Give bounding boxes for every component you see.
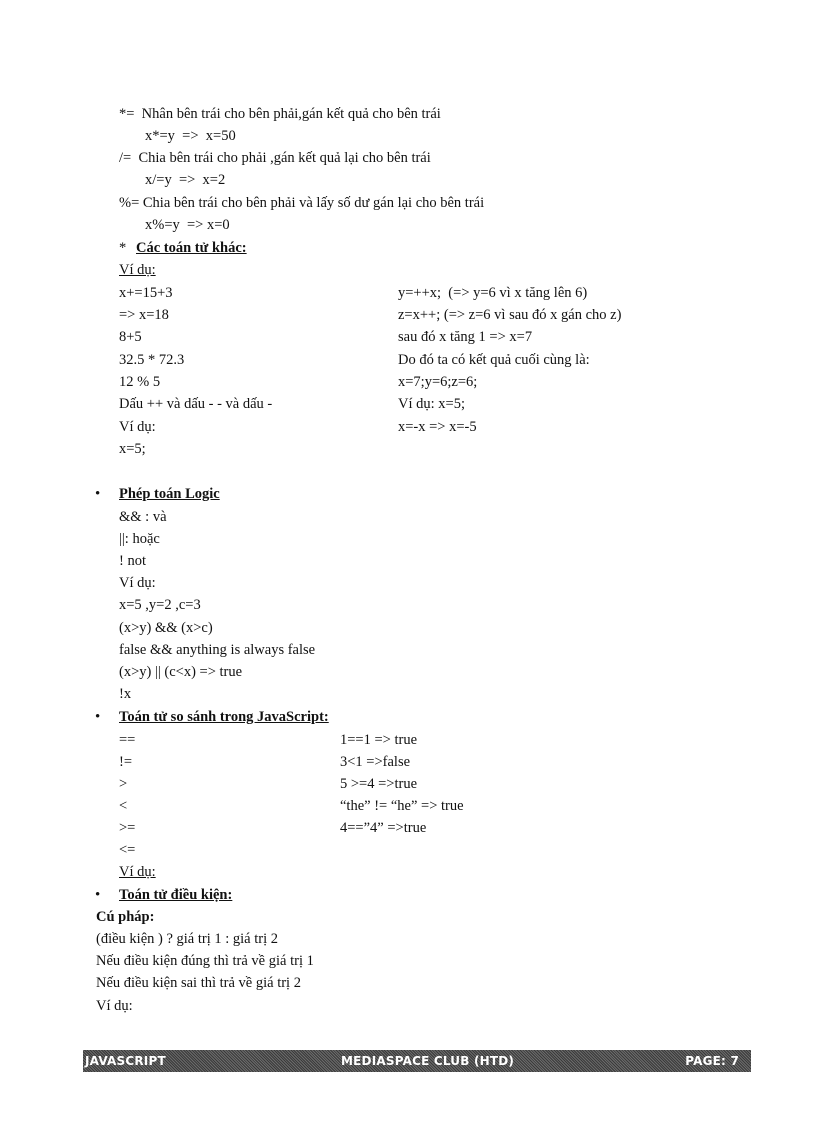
logic-line: false && anything is always false — [119, 642, 316, 658]
page-footer — [83, 1050, 751, 1072]
other-left-line: Ví dụ: — [119, 419, 156, 435]
conditional-line: Nếu điều kiện đúng thì trả về giá trị 1 — [96, 953, 314, 969]
logic-heading: Phép toán Logic — [119, 486, 220, 502]
other-left-line: 32.5 * 72.3 — [119, 352, 185, 368]
logic-line: !x — [119, 686, 132, 702]
other-ops-star: * — [119, 240, 127, 256]
footer-left: JAVASCRIPT — [85, 1054, 166, 1068]
logic-bullet: • — [95, 486, 101, 502]
comparison-op: != — [119, 754, 133, 770]
comparison-bullet: • — [95, 709, 101, 725]
conditional-heading: Toán tử điều kiện: — [119, 887, 233, 903]
op-modulo-example: x%=y => x=0 — [145, 217, 230, 233]
op-multiply-example: x*=y => x=50 — [145, 128, 236, 144]
other-right-line: x=7;y=6;z=6; — [398, 374, 478, 390]
other-right-line: x=-x => x=-5 — [398, 419, 477, 435]
comparison-example: 1==1 => true — [340, 732, 418, 748]
op-multiply-assign: *= Nhân bên trái cho bên phải,gán kết quả cho bên trái — [119, 106, 441, 122]
logic-line: x=5 ,y=2 ,c=3 — [119, 597, 201, 613]
op-divide-example: x/=y => x=2 — [145, 172, 226, 188]
comparison-op: == — [119, 732, 136, 748]
comparison-example: “the” != “he” => true — [340, 798, 464, 814]
other-ops-heading: Các toán tử khác: — [136, 240, 247, 256]
other-left-line: x=5; — [119, 441, 146, 457]
conditional-line: (điều kiện ) ? giá trị 1 : giá trị 2 — [96, 931, 279, 947]
other-right-line: sau đó x tăng 1 => x=7 — [398, 329, 533, 345]
comparison-op: < — [119, 798, 128, 814]
other-right-line: Ví dụ: x=5; — [398, 396, 465, 412]
comparison-op: >= — [119, 820, 136, 836]
other-ops-example-label: Ví dụ: — [119, 262, 156, 278]
logic-line: Ví dụ: — [119, 575, 156, 591]
comparison-example-label: Ví dụ: — [119, 864, 156, 880]
comparison-heading: Toán tử so sánh trong JavaScript: — [119, 709, 329, 725]
logic-line: ! not — [119, 553, 146, 569]
comparison-op: <= — [119, 842, 136, 858]
logic-line: ||: hoặc — [119, 531, 160, 547]
other-left-line: => x=18 — [119, 307, 169, 323]
other-right-line: Do đó ta có kết quả cuối cùng là: — [398, 352, 590, 368]
other-right-line: z=x++; (=> z=6 vì sau đó x gán cho z) — [398, 307, 622, 323]
footer-page-number: PAGE: 7 — [685, 1054, 739, 1068]
comparison-op: > — [119, 776, 128, 792]
conditional-line: Ví dụ: — [96, 998, 133, 1014]
op-modulo-assign: %= Chia bên trái cho bên phải và lấy số dư gán lại cho bên trái — [119, 195, 485, 211]
other-left-line: x+=15+3 — [119, 285, 173, 301]
op-divide-assign: /= Chia bên trái cho phải ,gán kết quả lại cho bên trái — [119, 150, 431, 166]
logic-line: && : và — [119, 509, 167, 525]
other-left-line: 8+5 — [119, 329, 142, 345]
other-left-line: Dấu ++ và dấu - - và dấu - — [119, 396, 273, 412]
logic-line: (x>y) || (c<x) => true — [119, 664, 243, 680]
other-left-line: 12 % 5 — [119, 374, 161, 390]
conditional-syntax-label: Cú pháp: — [96, 909, 155, 925]
logic-line: (x>y) && (x>c) — [119, 620, 213, 636]
conditional-bullet: • — [95, 887, 101, 903]
comparison-example: 5 >=4 =>true — [340, 776, 418, 792]
comparison-example: 4==”4” =>true — [340, 820, 427, 836]
conditional-line: Nếu điều kiện sai thì trả về giá trị 2 — [96, 975, 301, 991]
footer-center: MEDIASPACE CLUB (HTD) — [341, 1054, 515, 1068]
comparison-example: 3<1 =>false — [340, 754, 411, 770]
other-right-line: y=++x; (=> y=6 vì x tăng lên 6) — [398, 285, 588, 301]
